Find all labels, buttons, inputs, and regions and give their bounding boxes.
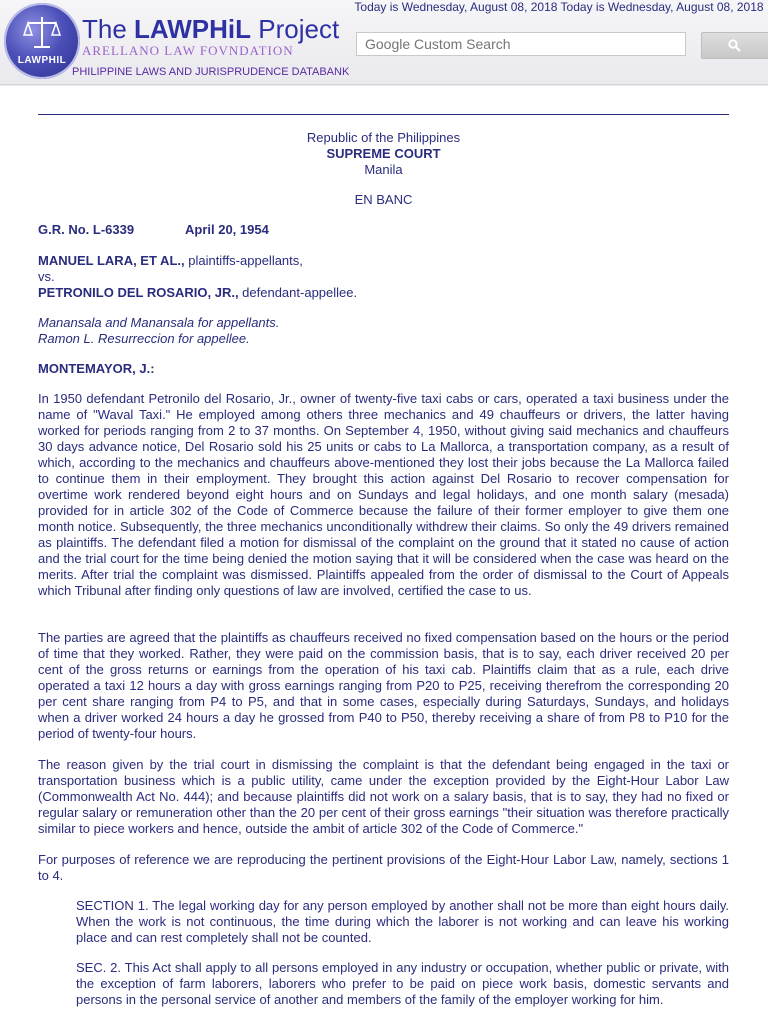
case-number-line	[38, 222, 269, 237]
databank-tagline: PHILIPPINE LAWS AND JURISPRUDENCE DATABANK	[72, 66, 350, 78]
court-heading: SUPREME COURT	[326, 146, 441, 161]
body-paragraph: For purposes of reference we are reproducing the pertinent provisions of the Eight-Hour Labor Law, namely, sections 1 to 4.	[38, 852, 729, 883]
counsel-appellants: Manansala and Manansala for appellants.	[38, 315, 280, 330]
republic-heading: Republic of the Philippines	[306, 130, 461, 145]
search-input[interactable]	[356, 32, 686, 56]
versus: vs.	[38, 269, 55, 284]
content-divider	[38, 114, 729, 115]
defendant-role: defendant-appellee.	[238, 285, 358, 300]
city-heading: Manila	[364, 162, 403, 177]
scales-of-justice-icon	[22, 13, 62, 53]
ponente: MONTEMAYOR, J.:	[38, 361, 155, 376]
site-header	[0, 0, 768, 86]
site-title-suffix: Project	[251, 14, 340, 44]
site-title-prefix: The	[82, 14, 135, 44]
search-icon	[728, 39, 741, 52]
body-paragraph: The parties are agreed that the plaintiffs as chauffeurs received no fixed compensation based on the hours or the period of time that they worked. Rather, they were paid on the commission basis, that is to say, each driver received 20 per cent of the gross returns or earnings from the operation of his taxi cab. Plaintiffs claim that as a rule, each drive operated a taxi 12 hours a day with gross earnings ranging from P20 to P25, receiving therefrom the corresponding 20 per cent share ranging from P4 to P5, and that in some cases, especially during Saturdays, Sundays, and holidays when a driver worked 24 hours a day he grossed from P40 to P50, thereby receiving a share of from P8 to P10 for the period of twenty-four hours.	[38, 630, 729, 741]
statute-quote: SECTION 1. The legal working day for any person employed by another shall not be more than eight hours daily. When the work is not continuous, the time during which the laborer is not working and can leave his working place and can rest completely shall not be counted.	[76, 898, 729, 945]
header-divider	[0, 84, 768, 85]
lawphil-logo[interactable]	[4, 3, 80, 79]
gr-number: G.R. No. L-6339	[38, 222, 135, 237]
counsel-appellee: Ramon L. Resurreccion for appellee.	[38, 331, 250, 346]
body-paragraph: In 1950 defendant Petronilo del Rosario, Jr., owner of twenty-five taxi cabs or cars, operated a taxi business under the name of "Waval Taxi." He employed among others three mechanics and 49 chauffeurs or drivers, the latter having worked for periods ranging from 2 to 37 months. On September 4, 1950, without giving said mechanics and chauffeurs 30 days advance notice, Del Rosario sold his 25 units or cabs to La Mallorca, a transportation company, as a result of which, according to the mechanics and chauffeurs above-mentioned they lost their jobs because the La Mallorca failed to continue them in their employment. They brought this action against Del Rosario to recover compensation for overtime work rendered beyond eight hours and on Sundays and legal holidays, and one month salary (mesada) provided for in article 302 of the Code of Commerce because the failure of their former employer to give them one month notice. Subsequently, the three mechanics unconditionally withdrew their claims. So only the 49 drivers remained as plaintiffs. The defendant filed a motion for dismissal of the complaint on the ground that it stated no cause of action and the trial court for the time being denied the motion saying that it will be considered when the case was heard on the merits. After trial the complaint was dismissed. Plaintiffs appealed from the order of dismissal to the Court of Appeals which Tribunal after finding only questions of law are involved, certified the case to us.	[38, 391, 729, 598]
division-heading: EN BANC	[354, 192, 413, 207]
site-title-bold: LAWPHiL	[134, 14, 252, 44]
site-subtitle: ARELLANO LAW FOVNDATION	[82, 43, 294, 58]
decision-date: April 20, 1954	[185, 222, 269, 237]
search-button[interactable]	[701, 32, 768, 59]
defendant-line	[38, 285, 357, 300]
today-date: Today is Wednesday, August 08, 2018 Today is Wednesday, August 08, 2018	[354, 0, 764, 14]
plaintiff-line	[38, 253, 303, 268]
statute-quote: SEC. 2. This Act shall apply to all persons employed in any industry or occupation, whether public or private, with the exception of farm laborers, laborers who prefer to be paid on piece work basis, domestic servants and persons in the personal service of another and members of the family of the employer working for him.	[76, 960, 729, 1007]
site-title[interactable]	[82, 14, 339, 45]
defendant-name: PETRONILO DEL ROSARIO, JR.,	[38, 285, 239, 300]
plaintiff-role: plaintiffs-appellants,	[184, 253, 303, 268]
logo-text: LAWPHIL	[17, 55, 67, 66]
body-paragraph: The reason given by the trial court in dismissing the complaint is that the defendant being engaged in the taxi or transportation business which is a public utility, came under the exception provided by the Eight-Hour Labor Law (Commonwealth Act No. 444); and because plaintiffs did not work on a salary basis, that is to say, they had no fixed or regular salary or remuneration other than the 20 per cent of their gross earnings "their situation was therefore practically similar to piece workers and hence, outside the ambit of article 302 of the Code of Commerce."	[38, 757, 729, 836]
plaintiff-name: MANUEL LARA, ET AL.,	[38, 253, 185, 268]
